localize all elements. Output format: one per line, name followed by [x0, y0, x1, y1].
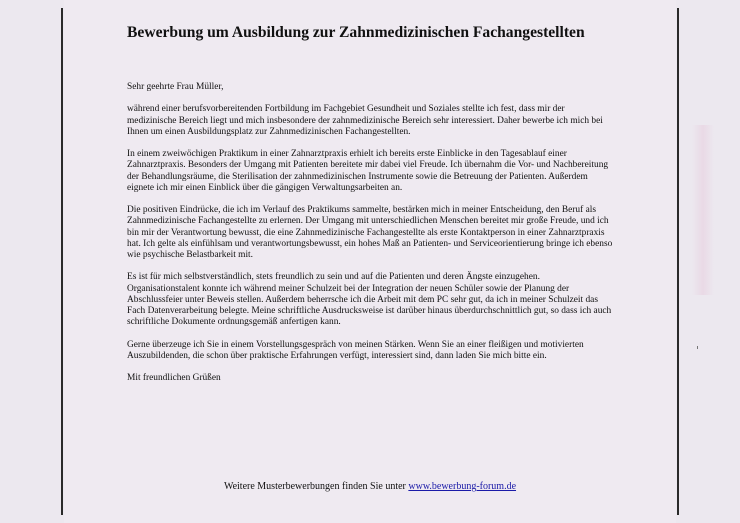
paragraph-4: Es ist für mich selbstverständlich, stets freundlich zu sein und auf die Patienten und deren Ängste einzugehen. Organisationstalent konnte ich während meiner Schulzeit bei der Integration der neuen Schüler sowie der Planung der Abschlussfeier unter Beweis stellen. Außerdem beherrsche ich die Arbeit mit dem PC sehr gut, da ich in meiner Schulzeit das Fach Datenverarbeitung belegte. Meine schriftliche Ausdrucksweise ist darüber hinaus überdurchschnittlich gut, so dass ich auch schriftliche Dokumente ordnungsgemäß anfertigen kann.: [127, 272, 612, 328]
letter-title: Bewerbung um Ausbildung zur Zahnmedizinischen Fachangestellten: [127, 24, 585, 41]
footer: [0, 481, 740, 492]
letter-body: [127, 82, 614, 396]
paragraph-5: Gerne überzeuge ich Sie in einem Vorstellungsgespräch von meinen Stärken. Wenn Sie an einer fleißigen und motivierten Auszubildenden, die schon über praktische Erfahrungen verfügt, interessiert sind, dann laden Sie mich bitte ein.: [127, 339, 584, 361]
background-tint: [692, 125, 714, 295]
right-margin-rule: [677, 8, 679, 515]
footer-text: Weitere Musterbewerbungen finden Sie unter: [223, 481, 409, 492]
left-margin-rule: [61, 8, 63, 515]
stray-mark: [697, 346, 698, 349]
paragraph-2: In einem zweiwöchigen Praktikum in einer Zahnarztpraxis erhielt ich bereits erste Einblicke in den Tagesablauf einer Zahnarztpraxis. Besonders der Umgang mit Patienten bereitete mir dabei viel Freude. Ich übernahm die Vor- und Nachbereitung der Behandlungsräume, die Sterilisation der zahnmedizinischen Instrumente sowie die Betreuung der Patienten. Außerdem eignete ich mir einen Einblick über die gängigen Verwaltungsarbeiten an.: [127, 149, 609, 193]
closing: Mit freundlichen Grüßen: [127, 373, 221, 384]
paragraph-3: Die positiven Eindrücke, die ich im Verlauf des Praktikums sammelte, bestärken mich in meiner Entscheidung, den Beruf als Zahnmedizinische Fachangestellte zu erlernen. Der Umgang mit unterschiedlichen Menschen bereitet mir große Freude, und ich bin mir der Verantwortung bewusst, die eine Zahnmedizinische Fachangestellte als erste Kontaktperson in einer Zahnarztpraxis hat. Ich gelte als einfühlsam und verantwortungsbewusst, ein hohes Maß an Patienten- und Serviceorientierung bringe ich ebenso wie psychische Belastbarkeit mit.: [127, 205, 613, 260]
salutation: Sehr geehrte Frau Müller,: [127, 82, 224, 92]
footer-link[interactable]: www.bewerbung-forum.de: [408, 481, 517, 492]
paragraph-1: während einer berufsvorbereitenden Fortbildung im Fachgebiet Gesundheit und Soziales stellte ich fest, dass mir der medizinische Bereich liegt und mich insbesondere der zahnmedizinische Bereich sehr interessiert. Daher bewerbe ich mich bei Ihnen um einen Ausbildungsplatz zur Zahnmedizinischen Fachangestellten.: [127, 104, 603, 137]
